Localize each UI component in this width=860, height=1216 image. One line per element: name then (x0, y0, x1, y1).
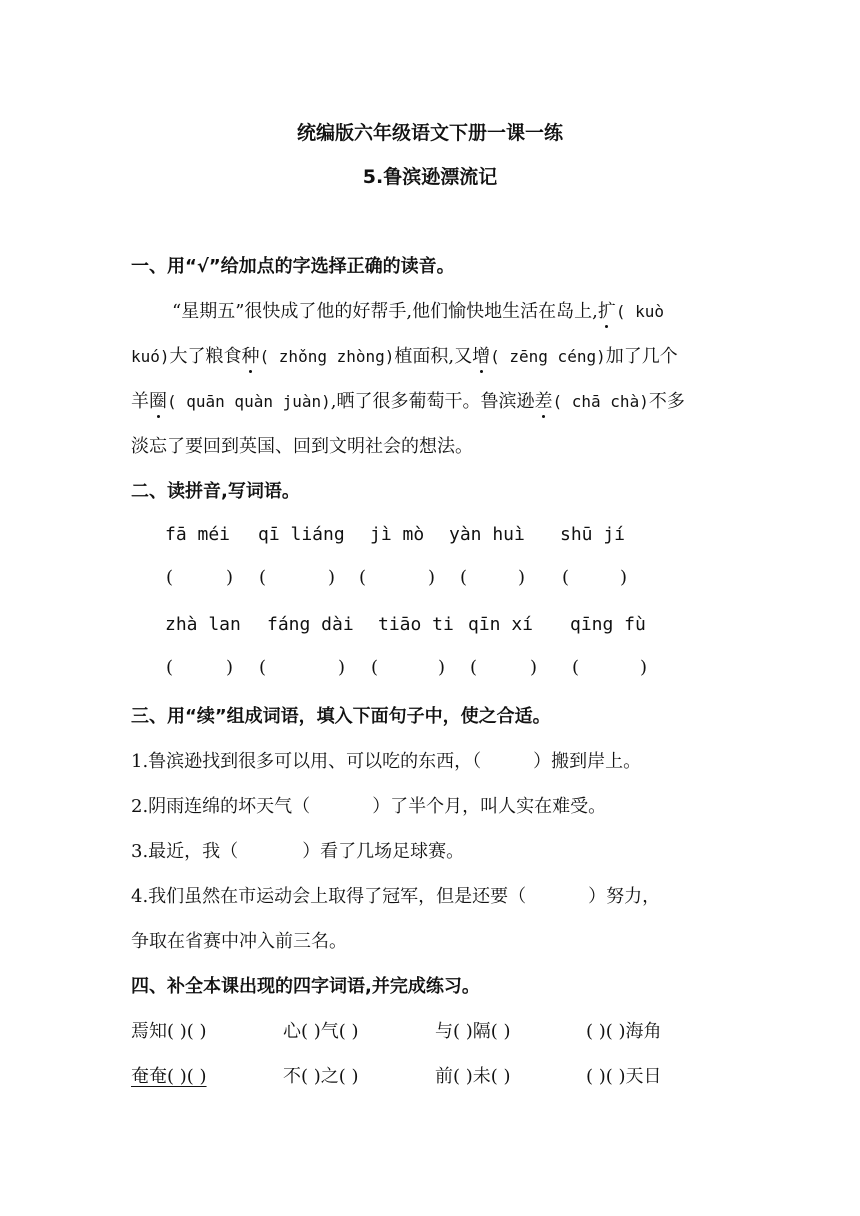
idiom-fill[interactable]: 焉知( )( ) (131, 1021, 207, 1042)
answer-row-2 (0, 657, 860, 681)
pinyin-word: qīng fù (570, 614, 646, 635)
pinyin-word: fā méi (165, 524, 231, 545)
answer-blank-close[interactable]: ) (438, 657, 446, 678)
answer-blank-open[interactable]: ( (460, 567, 468, 588)
text: 不多 (648, 391, 685, 412)
idiom-fill[interactable]: 与( )隔( ) (435, 1021, 511, 1042)
question-2 (131, 792, 606, 818)
question-4-continued: 争取在省赛中冲入前三名。 (131, 931, 347, 952)
dotted-char: 圈 (149, 387, 167, 413)
answer-blank-close[interactable]: ) (328, 567, 336, 588)
answer-blank-open[interactable]: ( (259, 567, 267, 588)
answer-blank-open[interactable]: ( (259, 657, 267, 678)
question-text: ）搬到岸上。 (533, 751, 642, 772)
pinyin-word: fáng dài (267, 614, 354, 635)
pinyin-option: ( chā chà) (552, 392, 649, 411)
section3-heading: 三、用“续”组成词语，填入下面句子中，使之合适。 (131, 706, 551, 727)
dotted-char: 增 (472, 342, 490, 368)
idiom-fill[interactable]: 前( )未( ) (435, 1066, 511, 1087)
dotted-char: 种 (242, 342, 260, 368)
section1-line2 (131, 342, 678, 368)
section1-heading: 一、用“√”给加点的字选择正确的读音。 (131, 256, 455, 277)
pinyin-word: qī liáng (258, 524, 345, 545)
section1-line1 (172, 297, 664, 323)
pinyin-row-1 (0, 524, 860, 548)
text: 植面积,又 (394, 346, 473, 367)
answer-blank-close[interactable]: ) (530, 657, 538, 678)
pinyin-option: ( quān quàn juàn) (167, 392, 331, 411)
text: 羊 (131, 391, 149, 412)
answer-blank-open[interactable]: ( (359, 567, 367, 588)
pinyin-word: tiāo ti (378, 614, 454, 635)
text: 加了几个 (605, 346, 678, 367)
answer-blank-close[interactable]: ) (640, 657, 648, 678)
page-title: 统编版六年级语文下册一课一练 (296, 122, 563, 144)
pinyin-word: jì mò (370, 524, 425, 545)
answer-blank-open[interactable]: ( (572, 657, 580, 678)
question-text: ）努力， (588, 886, 661, 907)
section4-heading: 四、补全本课出现的四字词语,并完成练习。 (131, 976, 480, 997)
question-1 (131, 747, 641, 773)
idiom-fill[interactable]: 心( )气( ) (283, 1021, 359, 1042)
answer-blank-close[interactable]: ) (428, 567, 436, 588)
answer-row-1 (0, 567, 860, 591)
question-text: 4.我们虽然在市运动会上取得了冠军，但是还要（ (131, 886, 527, 907)
text: 大了粮食 (169, 346, 242, 367)
answer-blank-close[interactable]: ) (226, 657, 234, 678)
idiom-row-2 (0, 1062, 860, 1088)
answer-blank-open[interactable]: ( (562, 567, 570, 588)
answer-blank-open[interactable]: ( (166, 657, 174, 678)
answer-blank-close[interactable]: ) (226, 567, 234, 588)
question-4 (131, 882, 660, 908)
pinyin-word: shū jí (560, 524, 626, 545)
answer-blank-close[interactable]: ) (338, 657, 346, 678)
dotted-char: 差 (535, 387, 553, 413)
question-text: ）看了几场足球赛。 (302, 841, 465, 862)
lesson-title: 5.鲁滨逊漂流记 (362, 166, 498, 188)
question-text: 1.鲁滨逊找到很多可以用、可以吃的东西，（ (131, 751, 482, 772)
pinyin-row-2 (0, 614, 860, 638)
dotted-char: 扩 (598, 297, 616, 323)
pinyin-option: kuó) (131, 347, 170, 366)
pinyin-word: qīn xí (468, 614, 534, 635)
text: ,晒了很多葡萄干。鲁滨逊 (330, 391, 535, 412)
answer-blank-close[interactable]: ) (620, 567, 628, 588)
question-3 (131, 837, 464, 863)
answer-blank-close[interactable]: ) (518, 567, 526, 588)
section2-heading: 二、读拼音,写词语。 (131, 481, 300, 502)
question-text: 2.阴雨连绵的坏天气（ (131, 796, 311, 817)
pinyin-word: zhà lan (165, 614, 241, 635)
question-text: ）了半个月，叫人实在难受。 (372, 796, 607, 817)
idiom-fill[interactable]: 不( )之( ) (283, 1066, 359, 1087)
idiom-row-1 (0, 1017, 860, 1043)
idiom-fill[interactable]: ( )( )海角 (586, 1021, 662, 1042)
pinyin-option: ( kuò (615, 302, 665, 321)
idiom-fill[interactable]: ( )( )天日 (586, 1066, 662, 1087)
pinyin-word: yàn huì (449, 524, 525, 545)
text: “星期五”很快成了他的好帮手,他们愉快地生活在岛上, (172, 301, 598, 322)
answer-blank-open[interactable]: ( (470, 657, 478, 678)
answer-blank-open[interactable]: ( (166, 567, 174, 588)
pinyin-option: ( zēng céng) (490, 347, 606, 366)
section1-line3 (131, 387, 685, 413)
idiom-fill-underlined[interactable]: 奄奄( )( ) (131, 1066, 207, 1087)
section1-line4: 淡忘了要回到英国、回到文明社会的想法。 (131, 436, 473, 457)
answer-blank-open[interactable]: ( (371, 657, 379, 678)
question-text: 3.最近，我（ (131, 841, 239, 862)
pinyin-option: ( zhǒng zhòng) (259, 347, 395, 366)
